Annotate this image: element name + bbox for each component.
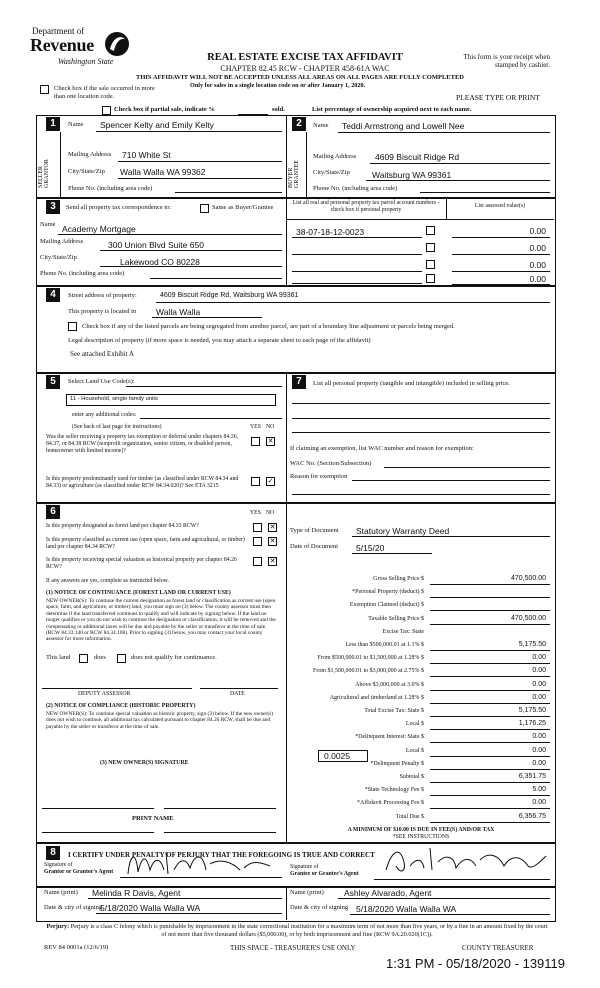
tax-row-value[interactable]: 0.00 bbox=[532, 654, 546, 661]
s5-q2-yes-checkbox[interactable] bbox=[251, 477, 260, 486]
s5-question-2: Is this property predominantly used for timber (as classified under RCW 84.34 and 84.33) or agriculture (as classified under RCW 84.34.020)? See ETA 3215 bbox=[46, 476, 239, 489]
s5-q2-no-checkbox[interactable]: ✓ bbox=[267, 477, 274, 485]
section-2-number: 2 bbox=[292, 117, 306, 131]
tax-row-value[interactable]: 0.00 bbox=[532, 747, 546, 754]
percent-list-note: List percentage of ownership acquired next to each name. bbox=[312, 106, 472, 113]
tax-row-label: Taxable Selling Price $ bbox=[368, 616, 424, 622]
grantor-print-name[interactable]: Melinda R Davis, Agent bbox=[92, 888, 181, 898]
reason-label: Reason for exemption bbox=[290, 473, 348, 480]
same-as-buyer-label: Same as Buyer/Grantee bbox=[212, 204, 274, 211]
logo-state: Washington State bbox=[58, 57, 114, 66]
personal-property-checkbox-3[interactable] bbox=[426, 260, 435, 269]
grantee-date-label: Date & city of signing bbox=[290, 904, 349, 911]
same-as-buyer-checkbox[interactable] bbox=[200, 204, 209, 213]
multi-location-checkbox[interactable] bbox=[40, 85, 49, 94]
see-back-note: (See back of last page for instructions) bbox=[72, 424, 162, 430]
multi-location-label: Check box if the sale occurred in more than one location code. bbox=[54, 85, 155, 100]
form-subwarning: Only for sales in a single location code on or after January 1, 2020. bbox=[190, 82, 366, 89]
notice-continuance-text: NEW OWNER(S): To continue the current designation as forest land or classification as current use (open space, farm, and agriculture, or timber) land, you must sign on (3) below. The county assessor must then determine if the land transferred continues to qualify and will indicate by signing below. If the land no longer qualifies or you do not wish to continue the designation or classification, it will be removed and the compensating or additional taxes will be due and payable by the seller or transferor at the time of sale. (RCW 84.33.140 or RCW 84.34.108). Prior to signing (3) below, you may contact your local county assessor for more information. bbox=[46, 598, 276, 643]
tax-row-label: *Delinquent Interest: State $ bbox=[355, 734, 424, 740]
partial-sale-sold: sold. bbox=[272, 106, 285, 113]
new-owner-signature-title: (3) NEW OWNER(S) SIGNATURE bbox=[100, 760, 189, 766]
see-instructions-note: *SEE INSTRUCTIONS bbox=[392, 834, 450, 840]
seller-city-label: City/State/Zip bbox=[68, 168, 105, 175]
tax-row-value[interactable]: 0.00 bbox=[532, 667, 546, 674]
grantee-signature bbox=[380, 842, 550, 878]
s5-no-header: NO bbox=[266, 424, 275, 430]
segregated-label: Check box if any of the listed parcels are being segregated from another parcel, are part of a boundary line adjustment or parcels being merged. bbox=[82, 323, 455, 330]
seller-side-label: SELLER GRANTOR bbox=[38, 159, 50, 188]
wac-label: WAC No. (Section/Subsection) bbox=[290, 460, 372, 467]
parcel-header: List all real and personal property tax parcel account numbers - check box if personal property bbox=[292, 200, 440, 213]
mortgage-name[interactable]: Academy Mortgage bbox=[62, 224, 136, 234]
assessed-value-4[interactable]: 0.00 bbox=[529, 274, 546, 284]
seller-name[interactable]: Spencer Kelty and Emily Kelty bbox=[100, 120, 214, 130]
s6-question-1: Is this property designated as forest land per chapter 84.33 RCW? bbox=[46, 523, 199, 529]
recording-stamp: 1:31 PM - 05/18/2020 - 139119 bbox=[386, 956, 565, 971]
perjury-text: Perjury is a class C felony which is punishable by imprisonment in the state correctional institution for a maximum term of not more than five years, or by a fine in an amount fixed by the court of not more than five thousand dollars ($5,000.00), or by both imprisonment and fine (RCW 9A.20.020(1C)). bbox=[70, 923, 548, 938]
tax-row-value[interactable]: 0.00 bbox=[532, 681, 546, 688]
mortgage-phone-label: Phone No. (including area code) bbox=[40, 270, 125, 277]
s6-q1-no-checkbox[interactable]: ✕ bbox=[269, 523, 276, 531]
section-5-number: 5 bbox=[46, 375, 60, 389]
grantee-name-label: Name (print) bbox=[290, 889, 324, 896]
s6-q3-no-checkbox[interactable]: ✕ bbox=[269, 557, 276, 565]
form-title: REAL ESTATE EXCISE TAX AFFIDAVIT bbox=[207, 52, 403, 63]
grantor-name-label: Name (print) bbox=[44, 889, 78, 896]
s5-q1-yes-checkbox[interactable] bbox=[251, 437, 260, 446]
s6-q3-yes-checkbox[interactable] bbox=[253, 557, 262, 566]
doc-date[interactable]: 5/15/20 bbox=[356, 543, 385, 553]
form-revision: REV 84 0001a (12/6/19) bbox=[44, 944, 109, 951]
grantor-date-label: Date & city of signing bbox=[44, 904, 103, 911]
tax-row-value[interactable]: 5.00 bbox=[532, 786, 546, 793]
section-6-number: 6 bbox=[46, 505, 60, 519]
buyer-mail-label: Mailing Address bbox=[313, 153, 357, 160]
mortgage-city-label: City/State/Zip bbox=[40, 254, 77, 261]
buyer-name-label: Name bbox=[313, 122, 329, 129]
tax-row-value[interactable]: 470,500.00 bbox=[510, 615, 546, 622]
tax-row-label: Less than $500,000.01 at 1.1% $ bbox=[345, 642, 424, 648]
tax-row-label: Above $3,000,000 at 3.0% $ bbox=[355, 682, 424, 688]
notice-continuance-title: (1) NOTICE OF CONTINUANCE (FOREST LAND OR CURRENT USE) bbox=[46, 590, 231, 596]
buyer-name[interactable]: Teddi Armstrong and Lowell Nee bbox=[342, 121, 465, 131]
land-use-value: 11 - Household, single family units bbox=[70, 396, 158, 402]
seller-name-label: Name bbox=[68, 121, 84, 128]
tax-row-label: Exemption Claimed (deduct) $ bbox=[349, 602, 424, 608]
seller-mail[interactable]: 710 White St bbox=[122, 150, 171, 160]
grantee-print-name[interactable]: Ashley Alvarado, Agent bbox=[344, 888, 432, 898]
mortgage-mail[interactable]: 300 Union Blvd Suite 650 bbox=[108, 240, 204, 250]
deputy-assessor-label: DEPUTY ASSESSOR bbox=[78, 691, 131, 697]
section-4-number: 4 bbox=[46, 288, 60, 302]
tax-row-value[interactable]: 0.00 bbox=[532, 760, 546, 767]
located-in[interactable]: Walla Walla bbox=[156, 307, 201, 317]
street-address-label: Street address of property: bbox=[68, 292, 137, 299]
s6-no-header: NO bbox=[266, 510, 275, 516]
tax-row-value[interactable]: 5,175.50 bbox=[518, 707, 546, 714]
land-not-qualify-checkbox[interactable] bbox=[117, 654, 126, 663]
partial-sale-label: Check box if partial sale, indicate % bbox=[114, 106, 215, 113]
personal-property-label: List all personal property (tangible and intangible) included in selling price. bbox=[313, 380, 510, 387]
mortgage-mail-label: Mailing Address bbox=[40, 238, 84, 245]
buyer-mail[interactable]: 4609 Biscuit Ridge Rd bbox=[375, 152, 460, 162]
tax-row-label: Total Excise Tax: State $ bbox=[364, 708, 424, 714]
assessed-value-2[interactable]: 0.00 bbox=[529, 243, 546, 253]
legal-description-label: Legal description of property (if more space is needed, you may attach a separate sheet to each page of the affidavit) bbox=[68, 337, 371, 344]
perjury-title: Perjury: bbox=[46, 923, 70, 930]
s6-yes-header: YES bbox=[250, 510, 261, 516]
buyer-city-label: City/State/Zip bbox=[313, 169, 350, 176]
grantor-sig-label-2: Grantor or Grantor's Agent bbox=[44, 869, 114, 875]
section-7-number: 7 bbox=[292, 375, 306, 389]
tax-row-value[interactable]: 1,176.25 bbox=[518, 720, 546, 727]
assessed-value-3[interactable]: 0.00 bbox=[529, 260, 546, 270]
minimum-due-note: A MINIMUM OF $10.00 IS DUE IN FEE(S) AND/OR TAX bbox=[347, 827, 495, 833]
grantor-signature bbox=[120, 844, 280, 880]
personal-property-checkbox-1[interactable] bbox=[426, 226, 435, 235]
legal-description[interactable]: See attached Exhibit A bbox=[70, 350, 134, 358]
exemption-label: If claiming an exemption, list WAC number and reason for exemption: bbox=[290, 445, 474, 452]
s6-question-3: Is this property receiving special valuation as historical property per chapter 84.26 RCW? bbox=[46, 557, 237, 570]
doc-type[interactable]: Statutory Warranty Deed bbox=[356, 526, 450, 536]
personal-property-checkbox-2[interactable] bbox=[426, 243, 435, 252]
doc-date-label: Date of Document bbox=[290, 543, 339, 550]
dor-emblem-icon bbox=[104, 29, 130, 59]
notice-compliance-text: NEW OWNER(S): To continue special valuation as historic property, sign (3) below. If the new owner(s) does not wish to continue, all additional tax calculated pursuant to chapter 84.26 RCW, shall be due and payable by the seller or transferor at the time of sale. bbox=[46, 711, 274, 730]
grantee-sig-label-2: Grantee or Grantee's Agent bbox=[290, 871, 359, 877]
seller-city[interactable]: Walla Walla WA 99362 bbox=[120, 167, 206, 177]
s6-q1-yes-checkbox[interactable] bbox=[253, 523, 262, 532]
tax-row-value[interactable]: 0.00 bbox=[532, 694, 546, 701]
print-name-label: PRINT NAME bbox=[132, 815, 174, 822]
form-chapter: CHAPTER 82.45 RCW - CHAPTER 458-61A WAC bbox=[220, 64, 390, 73]
land-not-qualify-label: does not qualify for continuance. bbox=[131, 654, 217, 661]
mortgage-name-label: Name bbox=[40, 221, 56, 228]
assessor-date-label: DATE bbox=[230, 691, 245, 697]
tax-row-label: Subtotal $ bbox=[399, 774, 424, 780]
county-treasurer-label: COUNTY TREASURER bbox=[462, 944, 534, 952]
section-1-number: 1 bbox=[46, 117, 60, 131]
buyer-side-label: BUYER GRANTEE bbox=[288, 160, 300, 188]
this-land-label: This land bbox=[46, 654, 71, 661]
segregated-checkbox[interactable] bbox=[68, 322, 77, 331]
s5-yes-header: YES bbox=[250, 424, 261, 430]
street-address[interactable]: 4609 Biscuit Ridge Rd, Waitsburg WA 99361 bbox=[160, 292, 299, 299]
seller-phone-label: Phone No. (including area code) bbox=[68, 185, 153, 192]
land-does-label: does bbox=[94, 654, 106, 661]
land-does-checkbox[interactable] bbox=[79, 654, 88, 663]
partial-sale-checkbox[interactable] bbox=[102, 106, 111, 115]
section-8-number: 8 bbox=[46, 846, 60, 860]
tax-row-label: Excise Tax: State bbox=[382, 629, 424, 635]
located-in-label: This property is located in bbox=[68, 308, 137, 315]
if-any-yes-note: If any answers are yes, complete as instructed below. bbox=[46, 578, 169, 584]
assessed-header: List assessed value(s) bbox=[474, 203, 526, 209]
certify-statement: I CERTIFY UNDER PENALTY OF PERJURY THAT THE FOREGOING IS TRUE AND CORRECT bbox=[68, 851, 375, 859]
tax-row-label: Local $ bbox=[405, 748, 424, 754]
doc-type-label: Type of Document bbox=[290, 527, 339, 534]
parcel-number[interactable]: 38-07-18-12-0023 bbox=[296, 227, 365, 237]
tax-row-label: *Personal Property (deduct) $ bbox=[352, 589, 424, 595]
tax-row-label: *Affidavit Processing Fee $ bbox=[356, 800, 424, 806]
tax-row-label: Agricultural and timberland at 1.28% $ bbox=[329, 695, 424, 701]
tax-row-label: *Delinquent Penalty $ bbox=[370, 761, 424, 767]
print-note: PLEASE TYPE OR PRINT bbox=[456, 93, 540, 102]
assessed-value-1[interactable]: 0.00 bbox=[529, 226, 546, 236]
form-warning: THIS AFFIDAVIT WILL NOT BE ACCEPTED UNLESS ALL AREAS ON ALL PAGES ARE FULLY COMPLETED bbox=[136, 74, 464, 81]
notice-compliance-title: (2) NOTICE OF COMPLIANCE (HISTORIC PROPERTY) bbox=[46, 703, 196, 709]
tax-row-value[interactable]: 6,351.75 bbox=[518, 773, 546, 780]
tax-row-value[interactable]: 6,356.75 bbox=[518, 813, 546, 820]
additional-codes-label: enter any additional codes: bbox=[72, 412, 137, 418]
seller-mail-label: Mailing Address bbox=[68, 151, 112, 158]
receipt-note: This form is your receipt when stamped by cashier. bbox=[463, 53, 550, 69]
tax-row-label: Gross Selling Price $ bbox=[373, 576, 424, 582]
s6-q2-no-checkbox[interactable]: ✕ bbox=[269, 537, 276, 545]
section-3-number: 3 bbox=[46, 200, 60, 214]
tax-row-value[interactable]: 0.00 bbox=[532, 799, 546, 806]
grantee-sig-label-1: Signature of bbox=[290, 864, 319, 870]
tax-row-value[interactable]: 470,500.00 bbox=[510, 575, 546, 582]
tax-row-label: From $1,500,000.01 to $3,000,000 at 2.75% $ bbox=[313, 668, 424, 674]
tax-row-label: *State Technology Fee $ bbox=[364, 787, 424, 793]
tax-row-label: Total Due $ bbox=[395, 814, 424, 820]
perjury-statement bbox=[44, 923, 550, 939]
buyer-phone-label: Phone No. (including area code) bbox=[313, 185, 398, 192]
buyer-city[interactable]: Waitsburg WA 99361 bbox=[372, 170, 452, 180]
s5-q1-no-checkbox[interactable]: ✕ bbox=[267, 437, 274, 445]
tax-row-value[interactable]: 0.00 bbox=[532, 733, 546, 740]
personal-property-checkbox-4[interactable] bbox=[426, 274, 435, 283]
tax-row-label: From $500,000.01 to $1,500,000 at 1.28% $ bbox=[317, 655, 424, 661]
tax-row-value[interactable]: 5,175.50 bbox=[518, 641, 546, 648]
s5-question-1: Was the seller receiving a property tax exemption or deferral under chapters 84.36, 84.37, or 84.38 RCW (nonprofit organization, senior citizen, or disabled person, homeowner with limited income)? bbox=[46, 434, 239, 454]
grantee-date-city[interactable]: 5/18/2020 Walla Walla WA bbox=[356, 904, 457, 914]
logo-dept-of: Department of bbox=[32, 26, 85, 36]
mortgage-city[interactable]: Lakewood CO 80228 bbox=[120, 257, 200, 267]
tax-row-label: Local $ bbox=[405, 721, 424, 727]
send-correspondence-label: Send all property tax correspondence to: bbox=[66, 204, 172, 211]
land-use-label: Select Land Use Code(s): bbox=[68, 378, 135, 385]
s6-question-2: Is this property classified as current use (open space, farm and agricultural, or timber) land per chapter 84.34 RCW? bbox=[46, 537, 245, 550]
treasurer-use-note: THIS SPACE - TREASURER'S USE ONLY bbox=[230, 944, 356, 952]
grantor-sig-label-1: Signature of bbox=[44, 862, 73, 868]
s6-q2-yes-checkbox[interactable] bbox=[253, 537, 262, 546]
logo-revenue: Revenue bbox=[30, 35, 94, 55]
grantor-date-city[interactable]: 5/18/2020 Walla Walla WA bbox=[100, 903, 201, 913]
local-rate: 0.0025 bbox=[324, 751, 350, 761]
